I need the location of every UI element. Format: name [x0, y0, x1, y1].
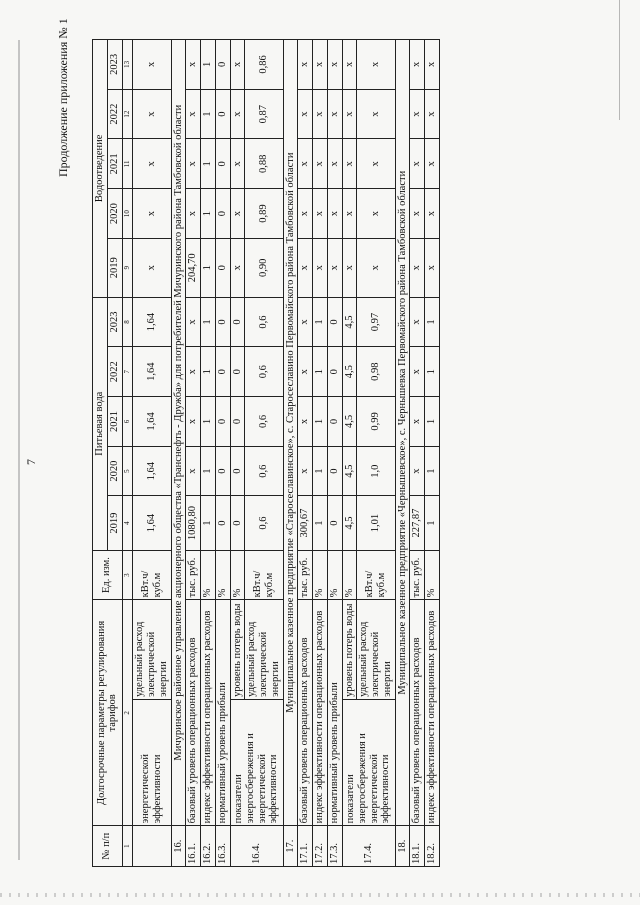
header-year: 2022	[107, 89, 122, 139]
value-cell: х	[298, 40, 313, 90]
parameter-name: индекс эффективности операционных расходов	[313, 600, 328, 826]
value-cell: 0	[327, 446, 342, 496]
header-drinking-water: Питьевая вода	[93, 297, 108, 550]
section-row	[171, 40, 186, 867]
header-column-index: 12	[122, 89, 133, 139]
value-cell: 0	[230, 297, 245, 347]
parameter-subname: удельный расход электрической энергии	[245, 600, 283, 699]
row-number: 18.1.	[410, 826, 425, 867]
value-cell: 1,64	[133, 496, 171, 550]
value-cell: х	[298, 446, 313, 496]
value-cell: х	[425, 189, 440, 239]
value-cell: 1	[313, 496, 328, 550]
value-cell: х	[186, 89, 201, 139]
header-column-index: 7	[122, 347, 133, 397]
value-cell: х	[186, 139, 201, 189]
value-cell: 4,5	[342, 297, 357, 347]
table-row	[298, 40, 313, 867]
value-cell: 1	[201, 189, 216, 239]
parameter-name: нормативный уровень прибыли	[215, 600, 230, 826]
unit-cell: тыс. руб.	[410, 550, 425, 600]
value-cell: 0	[215, 496, 230, 550]
value-cell: х	[298, 139, 313, 189]
table-row	[410, 40, 425, 867]
value-cell: х	[357, 40, 395, 90]
value-cell: 1	[313, 446, 328, 496]
table-row	[327, 40, 342, 867]
value-cell: 0,6	[245, 297, 283, 347]
value-cell: 0	[327, 397, 342, 447]
parameter-name: базовый уровень операционных расходов	[298, 600, 313, 826]
value-cell: 0,86	[245, 40, 283, 90]
value-cell: 1080,80	[186, 496, 201, 550]
value-cell: х	[298, 89, 313, 139]
value-cell: х	[186, 189, 201, 239]
value-cell: х	[313, 139, 328, 189]
value-cell: 0,98	[357, 347, 395, 397]
value-cell: 1	[425, 347, 440, 397]
table-row	[313, 40, 328, 867]
value-cell: х	[186, 297, 201, 347]
row-number: 16.4.	[230, 826, 283, 867]
parameter-name: нормативный уровень прибыли	[327, 600, 342, 826]
header-year: 2020	[107, 446, 122, 496]
value-cell: х	[313, 89, 328, 139]
value-cell: х	[327, 40, 342, 90]
value-cell: х	[342, 40, 357, 90]
row-number	[133, 826, 171, 867]
value-cell: 0	[215, 40, 230, 90]
value-cell: х	[186, 40, 201, 90]
unit-cell: кВт.ч/ куб.м	[133, 550, 171, 600]
value-cell: х	[133, 139, 171, 189]
value-cell: 0,6	[245, 397, 283, 447]
unit-cell: кВт.ч/ куб.м	[245, 550, 283, 600]
parameter-name: показатели энергосбережения и энергетической эффективности	[342, 699, 395, 826]
value-cell: 1	[201, 89, 216, 139]
row-number: 16.1.	[186, 826, 201, 867]
parameter-name: показатели энергосбережения и энергетической эффективности	[230, 699, 283, 826]
header-column-index: 11	[122, 139, 133, 189]
row-number: 16.2.	[201, 826, 216, 867]
row-number: 17.3.	[327, 826, 342, 867]
value-cell: х	[410, 347, 425, 397]
unit-cell: тыс. руб.	[298, 550, 313, 600]
value-cell: х	[357, 139, 395, 189]
table-row	[230, 40, 245, 867]
value-cell: х	[313, 189, 328, 239]
value-cell: х	[410, 189, 425, 239]
table-row	[215, 40, 230, 867]
page-number: 7	[24, 459, 38, 465]
value-cell: 0,87	[245, 89, 283, 139]
value-cell: х	[186, 397, 201, 447]
tariff-table	[92, 39, 440, 867]
value-cell: х	[133, 40, 171, 90]
value-cell: х	[133, 89, 171, 139]
table-body	[93, 40, 440, 867]
value-cell: 1	[201, 297, 216, 347]
value-cell: 0,99	[357, 397, 395, 447]
value-cell: 4,5	[342, 446, 357, 496]
value-cell: х	[410, 40, 425, 90]
value-cell: 0,88	[245, 139, 283, 189]
table-row	[201, 40, 216, 867]
value-cell: х	[342, 139, 357, 189]
unit-cell: %	[215, 550, 230, 600]
value-cell: х	[230, 40, 245, 90]
unit-cell: %	[313, 550, 328, 600]
header-column-index: 13	[122, 40, 133, 90]
value-cell: х	[410, 139, 425, 189]
value-cell: 1	[313, 347, 328, 397]
parameter-subname: удельный расход электрической энергии	[133, 600, 171, 699]
unit-cell: %	[230, 550, 245, 600]
value-cell: х	[133, 238, 171, 297]
value-cell: х	[425, 238, 440, 297]
value-cell: 1,64	[133, 446, 171, 496]
value-cell: 204,70	[186, 238, 201, 297]
row-number: 16.	[171, 826, 186, 867]
header-year: 2020	[107, 189, 122, 239]
table-row	[425, 40, 440, 867]
value-cell: х	[327, 139, 342, 189]
unit-cell: тыс. руб.	[186, 550, 201, 600]
value-cell: 4,5	[342, 347, 357, 397]
value-cell: х	[410, 238, 425, 297]
value-cell: 1	[201, 347, 216, 397]
value-cell: х	[425, 89, 440, 139]
header-column-index: 3	[122, 550, 133, 600]
value-cell: 0	[215, 397, 230, 447]
parameter-subname: удельный расход электрической энергии	[357, 600, 395, 699]
header-column-index: 5	[122, 446, 133, 496]
header-column-index: 8	[122, 297, 133, 347]
value-cell: х	[327, 238, 342, 297]
value-cell: 0	[230, 397, 245, 447]
value-cell: 1	[201, 139, 216, 189]
value-cell: х	[230, 89, 245, 139]
header-column-index: 10	[122, 189, 133, 239]
value-cell: 0	[327, 496, 342, 550]
unit-cell: %	[327, 550, 342, 600]
header-no: № п/п	[93, 826, 123, 867]
value-cell: х	[298, 238, 313, 297]
value-cell: 0	[215, 297, 230, 347]
section-title: Муниципальное казенное предприятие «Старосеславинское», с. Старосеславино Первомайского района Тамбовской области	[283, 40, 298, 826]
header-column-index: 9	[122, 238, 133, 297]
value-cell: 1	[201, 40, 216, 90]
value-cell: х	[133, 189, 171, 239]
value-cell: х	[230, 238, 245, 297]
value-cell: х	[357, 189, 395, 239]
value-cell: 0	[215, 446, 230, 496]
value-cell: 1	[201, 238, 216, 297]
value-cell: 0	[327, 347, 342, 397]
value-cell: х	[230, 139, 245, 189]
table-row	[133, 40, 171, 867]
continuation-note: Продолжение приложения № 1	[56, 18, 70, 177]
parameter-subname: уровень потерь воды	[342, 600, 357, 699]
value-cell: 1,0	[357, 446, 395, 496]
header-column-index: 2	[122, 600, 133, 826]
value-cell: х	[410, 446, 425, 496]
value-cell: 1	[201, 446, 216, 496]
value-cell: х	[298, 347, 313, 397]
value-cell: х	[410, 397, 425, 447]
value-cell: 1	[425, 397, 440, 447]
unit-cell: кВт.ч/ куб.м	[357, 550, 395, 600]
value-cell: х	[298, 297, 313, 347]
value-cell: х	[342, 89, 357, 139]
parameter-name: энергетической эффективности	[133, 699, 171, 826]
value-cell: 1	[313, 397, 328, 447]
value-cell: х	[186, 446, 201, 496]
value-cell: 4,5	[342, 397, 357, 447]
row-number: 18.2.	[425, 826, 440, 867]
value-cell: 4,5	[342, 496, 357, 550]
value-cell: 0	[230, 347, 245, 397]
value-cell: х	[342, 189, 357, 239]
value-cell: х	[342, 238, 357, 297]
section-title: Муниципальное казенное предприятие «Чернышевское», с. Чернышевка Первомайского района Тамбовской области	[395, 40, 410, 826]
value-cell: 1	[201, 397, 216, 447]
header-index-row	[122, 40, 133, 867]
header-year: 2021	[107, 397, 122, 447]
value-cell: 1	[313, 297, 328, 347]
value-cell: 1	[201, 496, 216, 550]
value-cell: 0	[215, 189, 230, 239]
value-cell: 0,89	[245, 189, 283, 239]
row-number: 17.1.	[298, 826, 313, 867]
value-cell: 0,6	[245, 496, 283, 550]
header-unit: Ед. изм.	[93, 550, 123, 600]
header-column-index: 4	[122, 496, 133, 550]
header-column-index: 6	[122, 397, 133, 447]
value-cell: х	[410, 89, 425, 139]
value-cell: 0	[215, 238, 230, 297]
value-cell: 0,6	[245, 446, 283, 496]
value-cell: 0,90	[245, 238, 283, 297]
value-cell: х	[425, 139, 440, 189]
value-cell: 0,97	[357, 297, 395, 347]
table-row	[186, 40, 201, 867]
section-row	[395, 40, 410, 867]
parameter-name: базовый уровень операционных расходов	[186, 600, 201, 826]
value-cell: х	[357, 89, 395, 139]
parameter-name: базовый уровень операционных расходов	[410, 600, 425, 826]
row-number: 17.4.	[342, 826, 395, 867]
value-cell: х	[357, 238, 395, 297]
header-year: 2019	[107, 238, 122, 297]
header-year: 2019	[107, 496, 122, 550]
value-cell: 0	[215, 89, 230, 139]
value-cell: 0,6	[245, 347, 283, 397]
section-title: Мичуринское районное управление акционерного общества «Транснефть - Дружба» для потребителей Мичуринского района Тамбовской области	[171, 40, 186, 826]
value-cell: х	[186, 347, 201, 397]
header-sewerage: Водоотведение	[93, 40, 108, 298]
value-cell: 227,87	[410, 496, 425, 550]
unit-cell: %	[201, 550, 216, 600]
value-cell: х	[425, 40, 440, 90]
value-cell: 0	[230, 446, 245, 496]
value-cell: х	[298, 189, 313, 239]
row-number: 17.2.	[313, 826, 328, 867]
value-cell: х	[410, 297, 425, 347]
parameter-subname: уровень потерь воды	[230, 600, 245, 699]
header-row-1	[93, 40, 108, 867]
header-year: 2023	[107, 297, 122, 347]
value-cell: 1,01	[357, 496, 395, 550]
parameter-name: индекс эффективности операционных расходов	[201, 600, 216, 826]
section-row	[283, 40, 298, 867]
value-cell: 0	[230, 496, 245, 550]
value-cell: 1	[425, 446, 440, 496]
header-year: 2023	[107, 40, 122, 90]
header-year: 2021	[107, 139, 122, 189]
table-row	[342, 40, 357, 867]
value-cell: х	[327, 189, 342, 239]
value-cell: 0	[327, 297, 342, 347]
row-number: 17.	[283, 826, 298, 867]
value-cell: х	[298, 397, 313, 447]
value-cell: 1	[425, 297, 440, 347]
header-year: 2022	[107, 347, 122, 397]
row-number: 18.	[395, 826, 410, 867]
value-cell: х	[327, 89, 342, 139]
value-cell: 0	[215, 347, 230, 397]
value-cell: х	[313, 238, 328, 297]
unit-cell: %	[425, 550, 440, 600]
header-column-index: 1	[122, 826, 133, 867]
parameter-name: индекс эффективности операционных расходов	[425, 600, 440, 826]
value-cell: 0	[215, 139, 230, 189]
value-cell: х	[230, 189, 245, 239]
value-cell: х	[313, 40, 328, 90]
value-cell: 1	[425, 496, 440, 550]
row-number: 16.3.	[215, 826, 230, 867]
value-cell: 1,64	[133, 297, 171, 347]
value-cell: 300,67	[298, 496, 313, 550]
value-cell: 1,64	[133, 397, 171, 447]
header-param: Долгосрочные параметры регулирования тарифов	[93, 600, 123, 826]
value-cell: 1,64	[133, 347, 171, 397]
unit-cell: %	[342, 550, 357, 600]
